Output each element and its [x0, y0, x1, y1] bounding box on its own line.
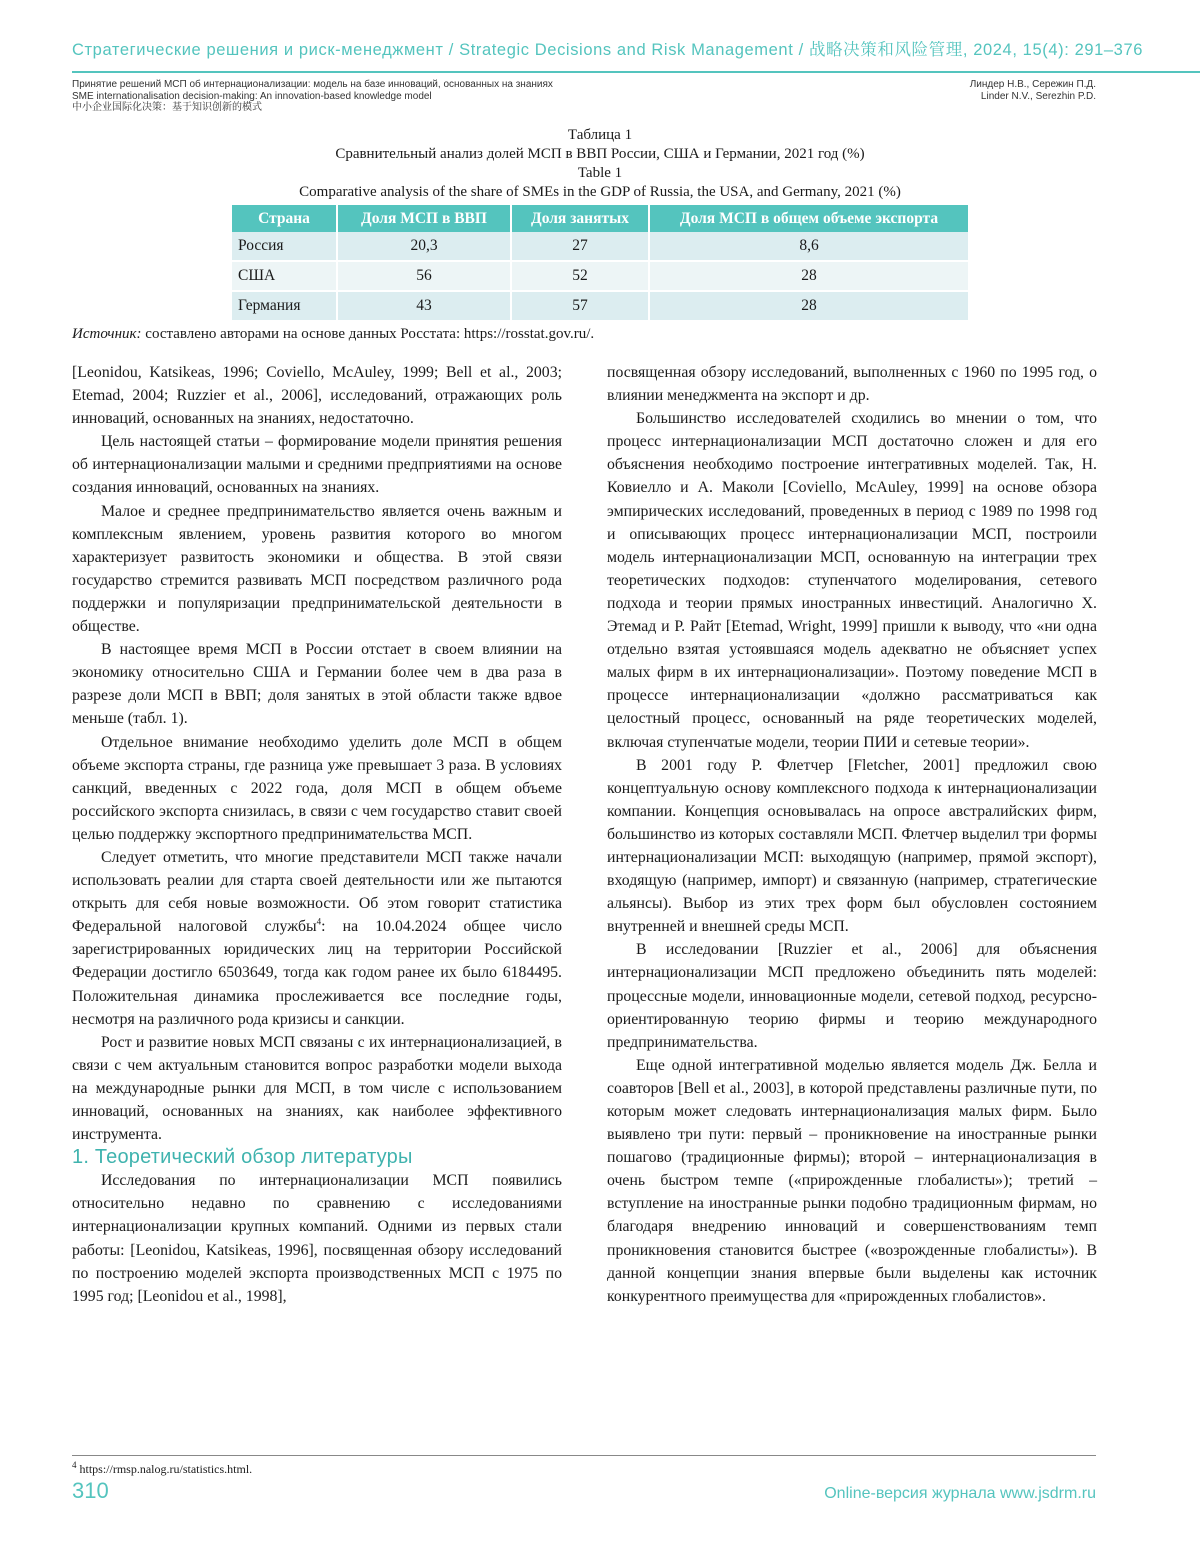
footnote-mark: 4 — [72, 1460, 77, 1470]
paragraph: В исследовании [Ruzzier et al., 2006] для объяснения интернационализации МСП предложено объединить пять моделей: процессные модели, инновационные модели, сетевой подход, ресурсно-ориентированную теорию фирмы и теорию международного предпринимательства. — [607, 941, 1097, 1051]
footnote-link[interactable]: https://rmsp.nalog.ru/statistics.html. — [76, 1462, 253, 1476]
journal-website-link[interactable]: Online-версия журнала www.jsdrm.ru — [824, 1485, 1096, 1502]
paragraph: Цель настоящей статьи – формирование модели принятия решения об интернационализации малыми и средними предприятиями на основе создания инноваций, основанных на знаниях. — [72, 433, 562, 497]
paragraph — [72, 846, 562, 1031]
column-header: Доля МСП в общем объеме экспорта — [649, 205, 968, 232]
running-title-ru: Принятие решений МСП об интернационализации: модель на базе инноваций, основанных на знаниях — [72, 79, 553, 90]
table-block — [72, 126, 1128, 343]
footnote — [72, 1462, 252, 1477]
left-column — [72, 361, 562, 1308]
table-cell: 8,6 — [649, 232, 968, 261]
table-label-ru: Таблица 1 — [567, 127, 633, 143]
paragraph: В 2001 году Р. Флетчер [Fletcher, 2001] предложил свою концептуальную основу комплексного подхода к интернационализации компании. Концепция основывалась на опросе австралийских фирм, большинство из которых составляли МСП. Флетчер выделил три формы интернационализации МСП: выходящую (например, прямой экспорт), входящую (например, импорт) и связанную (например, стратегические альянсы). Выбор из этих трех форм был обусловлен состоянием внутренней и внешней среды МСП. — [607, 756, 1097, 936]
table-source — [72, 326, 1128, 343]
column-header: Доля занятых — [511, 205, 649, 232]
data-table — [232, 205, 968, 322]
footnote-ref: 4 — [316, 916, 322, 927]
header-rule — [72, 71, 1200, 73]
column-header: Страна — [232, 205, 337, 232]
table-cell: Россия — [232, 232, 337, 261]
page-number: 310 — [72, 1478, 109, 1503]
table-row — [232, 261, 968, 291]
paragraph: Большинство исследователей сходились во мнении о том, что процесс интернационализации МСП достаточно сложен и для его объяснения необходимо построение интегративных моделей. Так, Н. Ковиелло и А. Маколи [Coviello, McAuley, 1999] на основе обзора эмпирических исследований, проведенных в период с 1989 по 1998 год и описывающих процесс интернационализации МСП, построили модель интернационализации МСП, основанную на интеграции трех теоретических подходов: ступенчатого моделирования, сетевого подхода и теории прямых иностранных инвестиций. Аналогично Х. Этемад и Р. Райт [Etemad, Wright, 1999] пришли к выводу, что «ни одна отдельно взятая устоявшаяся модель адекватно не объясняет успех малых фирм в их интернационализации». Поэтому поведение МСП в процессе интернационализации «должно рассматриваться как целостный процесс, основанный на ряде теоретических моделей, включая ступенчатые модели, теории ПИИ и сетевые теории». — [607, 410, 1097, 751]
paragraph: [Leonidou, Katsikeas, 1996; Coviello, McAuley, 1999; Bell et al., 2003; Etemad, 2004; Ruzzier et al., 2006], исследований, отражающих роль инноваций, основанных на знаниях, недостаточно. — [72, 364, 562, 428]
running-title-zh: 中小企业国际化决策：基于知识创新的模式 — [72, 102, 262, 113]
table-cell: 28 — [649, 291, 968, 321]
footnote-rule — [72, 1455, 1096, 1456]
paragraph: В настоящее время МСП в России отстает в своем влиянии на экономику относительно США и Германии более чем в два раза в разрезе доли МСП в ВВП; доля занятых в этой области также вдвое меньше (табл. 1). — [72, 641, 562, 728]
authors-ru: Линдер Н.В., Сережин П.Д. — [969, 79, 1096, 90]
paragraph: Рост и развитие новых МСП связаны с их интернационализацией, в связи с чем актуальным становится вопрос разработки модели выхода на международные рынки для МСП, в том числе с использованием инноваций, основанных на знаниях, как наиболее эффективного инструмента. — [72, 1033, 562, 1144]
table-cell: 56 — [337, 261, 511, 291]
authors-en: Linder N.V., Serezhin P.D. — [980, 90, 1096, 102]
table-title-en: Comparative analysis of the share of SMEs in the GDP of Russia, the USA, and Germany, 2021 (%) — [299, 184, 901, 200]
source-label: Источник: — [72, 326, 142, 342]
paragraph-part: : на 10.04.2024 общее число зарегистрированных юридических лиц на территории Российской Федерации достигло 6503649, тогда как годом ранее их было 6184495. Положительная динамика прослеживается все последние годы, несмотря на различного рода кризисы и санкции. — [72, 918, 562, 1028]
table-row — [232, 232, 968, 261]
source-text: составлено авторами на основе данных Росстата: https://rosstat.gov.ru/. — [141, 326, 595, 342]
table-title-ru: Сравнительный анализ долей МСП в ВВП России, США и Германии, 2021 год (%) — [335, 146, 865, 162]
paragraph: Еще одной интегративной моделью является модель Дж. Белла и соавторов [Bell et al., 2003], в которой представлены различные пути, по которым может следовать интернационализация малых фирм. Было выявлено три пути: первый – проникновение на иностранные рынки пошагово (традиционные фирмы); второй – интернационализация в очень быстром темпе («прирожденные глобалисты»); третий – вступление на иностранные рынки подобно традиционным фирмам, но благодаря внедрению инноваций и совершенствованиям темп проникновения становится быстрее («возрожденные глобалисты»). В данной концепции знания впервые были выделены как источник конкурентного преимущества для «прирожденных глобалистов». — [607, 1056, 1097, 1305]
table-cell: США — [232, 261, 337, 291]
running-authors — [970, 79, 1096, 102]
paragraph: Исследования по интернационализации МСП появились относительно недавно по сравнению с исследованиями интернационализации крупных компаний. Одними из первых стали работы: [Leonidou, Katsikeas, 1996], посвященная обзору исследований по построению моделей экспорта производственных МСП с 1975 по 1995 год; [Leonidou et al., 1998], — [72, 1172, 562, 1305]
paragraph-part: Следует отметить, что многие представители МСП также начали использовать реалии для старта своей деятельности или же пытаются открыть для себя новые возможности. Об этом говорит статистика Федеральной налоговой службы — [72, 848, 562, 936]
running-title — [72, 79, 553, 114]
section-heading: 1. Теоретический обзор литературы — [72, 1146, 413, 1169]
table-cell: Германия — [232, 291, 337, 321]
table-cell: 43 — [337, 291, 511, 321]
table-cell: 57 — [511, 291, 649, 321]
table-row — [232, 291, 968, 321]
column-header: Доля МСП в ВВП — [337, 205, 511, 232]
paragraph: Отдельное внимание необходимо уделить доле МСП в общем объеме экспорта страны, где разница уже превышает 3 раза. В условиях санкций, введенных с 2022 года, доля МСП в общем объеме российского экспорта снизилась, в связи с чем государство ставит своей целью поддержку экспортного предпринимательства МСП. — [72, 733, 562, 843]
table-cell: 20,3 — [337, 232, 511, 261]
paragraph: посвященная обзору исследований, выполненных с 1960 по 1995 год, о влиянии менеджмента на экспорт и др. — [607, 364, 1097, 405]
right-column — [607, 361, 1097, 1308]
running-title-en: SME internationalisation decision-making: An innovation-based knowledge model — [72, 90, 432, 102]
table-cell: 52 — [511, 261, 649, 291]
paragraph: Малое и среднее предпринимательство является очень важным и комплексным явлением, уровень развития которого во многом характеризует развитость экономики и общества. В этой связи государство стремится развивать МСП посредством различного рода поддержки и популяризации предпринимательской деятельности в обществе. — [72, 502, 562, 636]
journal-header: Стратегические решения и риск-менеджмент / Strategic Decisions and Risk Management / 战略决策和风险管理, 2024, 15(4): 291–376 — [72, 41, 1144, 59]
table-cell: 27 — [511, 232, 649, 261]
table-label-en: Table 1 — [577, 165, 623, 181]
table-header-row — [232, 205, 968, 232]
table-cell: 28 — [649, 261, 968, 291]
